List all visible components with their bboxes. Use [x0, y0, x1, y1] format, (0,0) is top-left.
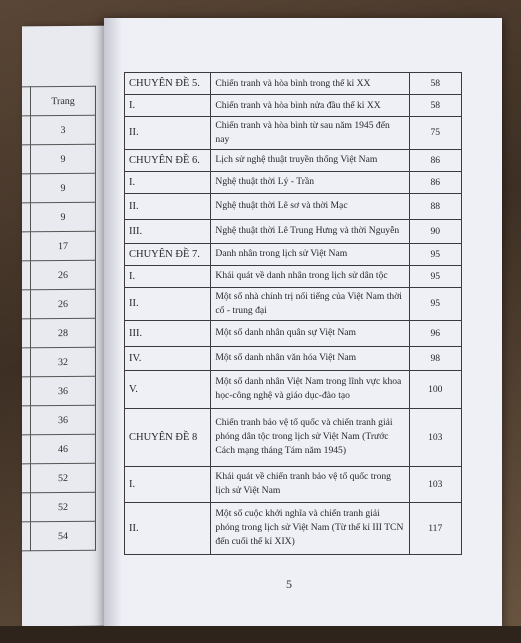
left-cell: [22, 145, 31, 174]
title-cell: Chiến tranh và hòa bình trong thế kỉ XX: [211, 73, 409, 95]
section-cell: CHUYÊN ĐỀ 8: [125, 408, 211, 466]
title-cell: Khái quát về chiến tranh bảo vệ tổ quốc trong lịch sử Việt Nam: [211, 466, 409, 502]
section-cell: III.: [125, 219, 211, 243]
left-page-number: 9: [31, 173, 96, 202]
left-cell: [22, 261, 31, 290]
left-table-row: [22, 376, 96, 406]
left-cell: [22, 232, 31, 261]
title-cell: Chiến tranh và hòa bình nửa đầu thế kỉ XX: [211, 95, 409, 117]
left-page-number: 3: [31, 115, 96, 144]
left-table-row: [22, 231, 96, 261]
left-page-number: 9: [31, 144, 96, 173]
section-cell: V.: [125, 370, 211, 408]
table-row: [125, 219, 462, 243]
left-page-number: 26: [31, 289, 96, 318]
title-cell: Nghệ thuật thời Lê sơ và thời Mạc: [211, 193, 409, 219]
title-cell: Danh nhân trong lịch sử Việt Nam: [211, 243, 409, 265]
table-row: [125, 287, 462, 320]
table-row: [125, 243, 462, 265]
table-row: [125, 171, 462, 193]
page-number: 5: [286, 577, 292, 591]
table-row: [125, 320, 462, 346]
table-row: [125, 73, 462, 95]
table-row: [125, 502, 462, 554]
left-cell: [22, 522, 31, 551]
table-of-contents: [124, 72, 462, 555]
left-page-table: [22, 86, 96, 552]
left-cell: [22, 319, 31, 348]
section-cell: CHUYÊN ĐỀ 6.: [125, 149, 211, 171]
left-table-row: [22, 463, 96, 493]
table-row: [125, 265, 462, 287]
page-cell: 95: [409, 243, 461, 265]
table-surface: [0, 626, 521, 643]
page-cell: 88: [409, 193, 461, 219]
page-cell: 100: [409, 370, 461, 408]
page-cell: 86: [409, 171, 461, 193]
page-cell: 103: [409, 466, 461, 502]
section-cell: CHUYÊN ĐỀ 5.: [125, 73, 211, 95]
table-row: [125, 117, 462, 150]
title-cell: Một số nhà chính trị nổi tiếng của Việt Nam thời cổ - trung đại: [211, 287, 409, 320]
left-cell: [22, 493, 31, 522]
table-row: [125, 193, 462, 219]
left-table-row: [22, 434, 96, 464]
left-table-row: [22, 521, 96, 551]
table-row: [125, 149, 462, 171]
left-cell: [22, 87, 31, 116]
title-cell: Lịch sử nghệ thuật truyền thống Việt Nam: [211, 149, 409, 171]
left-page-number: 9: [31, 202, 96, 231]
page-cell: 98: [409, 346, 461, 370]
section-cell: CHUYÊN ĐỀ 7.: [125, 243, 211, 265]
left-table-row: [22, 115, 96, 145]
page-cell: 75: [409, 117, 461, 150]
left-page-number: 52: [31, 492, 96, 521]
table-row: [125, 346, 462, 370]
left-cell: [22, 406, 31, 435]
left-page-number: 36: [31, 376, 96, 405]
title-cell: Một số danh nhân văn hóa Việt Nam: [211, 346, 409, 370]
section-cell: II.: [125, 117, 211, 150]
section-cell: I.: [125, 171, 211, 193]
page-cell: 58: [409, 73, 461, 95]
left-cell: [22, 377, 31, 406]
left-page-number: 46: [31, 434, 96, 463]
page-cell: 95: [409, 265, 461, 287]
section-cell: I.: [125, 95, 211, 117]
title-cell: Một số cuộc khởi nghĩa và chiến tranh giải phóng trong lịch sử Việt Nam (Từ thế kỉ III TCN đến cuối thế kỉ XIX): [211, 502, 409, 554]
section-cell: IV.: [125, 346, 211, 370]
section-cell: III.: [125, 320, 211, 346]
page-cell: 103: [409, 408, 461, 466]
section-cell: II.: [125, 193, 211, 219]
left-page-number: 17: [31, 231, 96, 260]
section-cell: II.: [125, 287, 211, 320]
table-row: [125, 370, 462, 408]
left-table-row: [22, 173, 96, 203]
left-table-row: [22, 144, 96, 174]
left-table-row: [22, 318, 96, 348]
section-cell: I.: [125, 265, 211, 287]
section-cell: I.: [125, 466, 211, 502]
title-cell: Nghệ thuật thời Lý - Trần: [211, 171, 409, 193]
left-page: [22, 26, 112, 627]
section-cell: II.: [125, 502, 211, 554]
table-row: [125, 95, 462, 117]
page-cell: 117: [409, 502, 461, 554]
left-page-number: 32: [31, 347, 96, 376]
title-cell: Chiến tranh bảo vệ tổ quốc và chiến tranh giải phóng dân tộc trong lịch sử Việt Nam (Trước Cách mạng tháng Tám năm 1945): [211, 408, 409, 466]
page-cell: 58: [409, 95, 461, 117]
page-cell: 86: [409, 149, 461, 171]
left-header: Trang: [31, 86, 96, 115]
page-gutter: [104, 18, 122, 630]
left-page-number: 26: [31, 260, 96, 289]
left-table-row: [22, 492, 96, 522]
left-page-number: 52: [31, 463, 96, 492]
table-row: [125, 466, 462, 502]
title-cell: Một số danh nhân Việt Nam trong lĩnh vực khoa học-công nghệ và giáo dục-đào tạo: [211, 370, 409, 408]
left-cell: [22, 348, 31, 377]
left-table-row: [22, 405, 96, 435]
title-cell: Chiến tranh và hòa bình từ sau năm 1945 đến nay: [211, 117, 409, 150]
left-page-number: 36: [31, 405, 96, 434]
page-cell: 95: [409, 287, 461, 320]
page-cell: 90: [409, 219, 461, 243]
title-cell: Khái quát về danh nhân trong lịch sử dân tộc: [211, 265, 409, 287]
left-table-row: [22, 202, 96, 232]
table-row: [125, 408, 462, 466]
left-cell: [22, 435, 31, 464]
left-table-row: [22, 260, 96, 290]
left-cell: [22, 464, 31, 493]
left-cell: [22, 174, 31, 203]
page-cell: 96: [409, 320, 461, 346]
title-cell: Một số danh nhân quân sự Việt Nam: [211, 320, 409, 346]
left-page-number: 28: [31, 318, 96, 347]
left-page-number: 54: [31, 521, 96, 550]
left-cell: [22, 116, 31, 145]
left-table-row: [22, 347, 96, 377]
left-cell: [22, 290, 31, 319]
left-cell: [22, 203, 31, 232]
left-table-row: [22, 289, 96, 319]
title-cell: Nghệ thuật thời Lê Trung Hưng và thời Nguyễn: [211, 219, 409, 243]
